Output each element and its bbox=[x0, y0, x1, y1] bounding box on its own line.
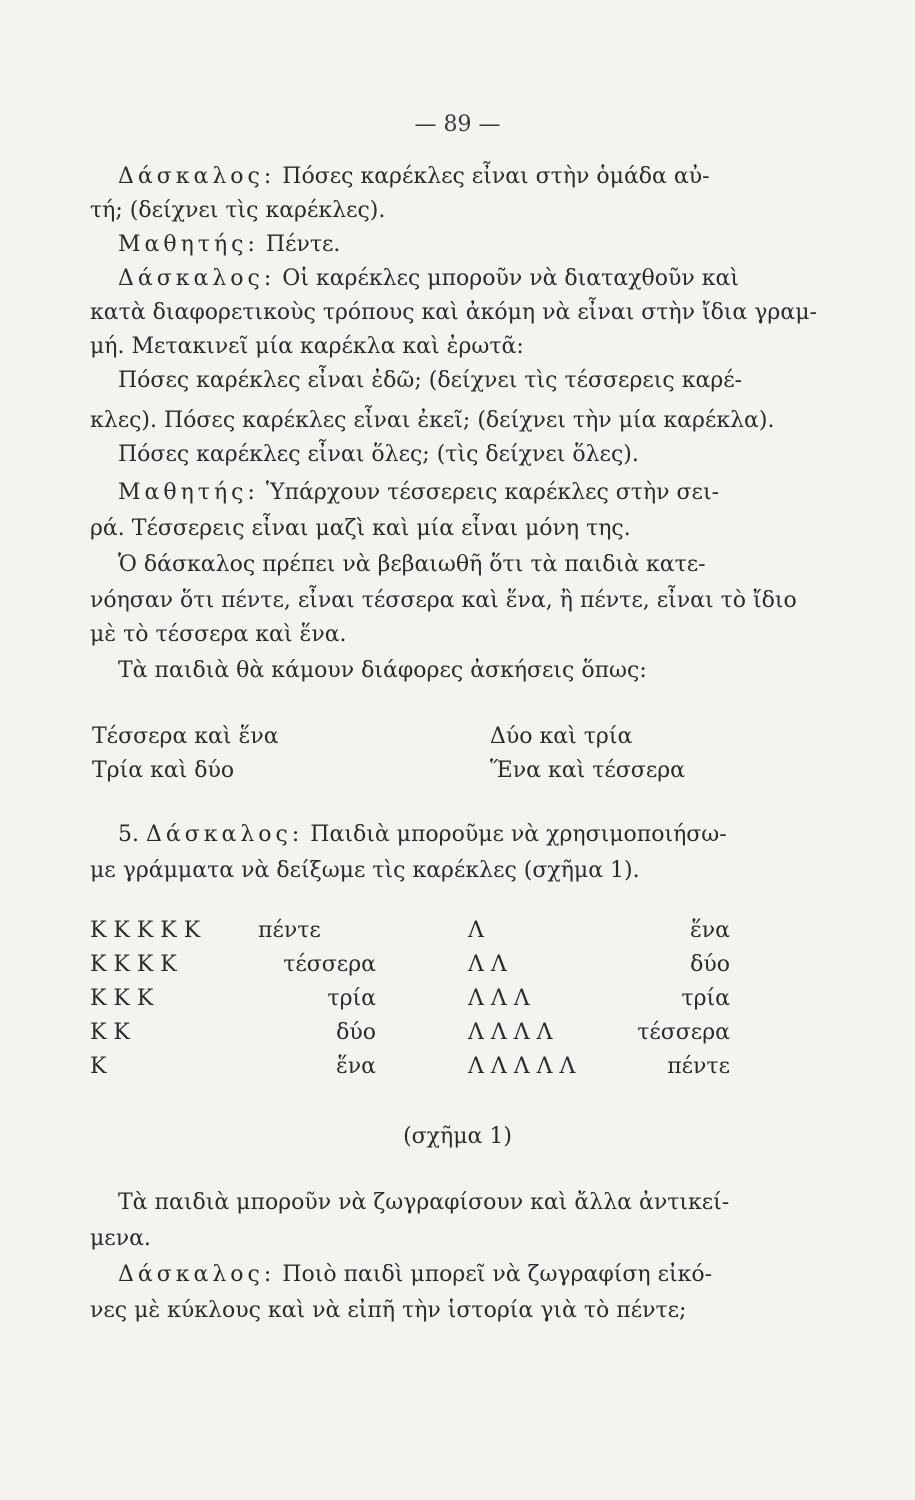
text-line: Μαθητής: Πέντε. bbox=[118, 232, 341, 257]
figure-l-letters: Λ Λ Λ Λ Λ Λ Λ Λ Λ Λ Λ Λ Λ Λ Λ bbox=[468, 918, 576, 1079]
text-line: ρά. Τέσσερεις εἶναι μαζὶ καὶ μία εἶναι μόνη της. bbox=[90, 516, 631, 541]
exercise-item: Ἕνα καὶ τέσσερα bbox=[490, 758, 686, 783]
text-line: Πόσες καρέκλες εἶναι ὅλες; (τὶς δείχνει ὅλες). bbox=[118, 442, 639, 467]
text-line: Δάσκαλος: Ποιὸ παιδὶ μπορεῖ νὰ ζωγραφίση εἰκό- bbox=[118, 1262, 713, 1287]
exercise-item: Τέσσερα καὶ ἕνα bbox=[92, 724, 279, 749]
text-line: κλες). Πόσες καρέκλες εἶναι ἐκεῖ; (δείχνει τὴν μία καρέκλα). bbox=[90, 408, 775, 433]
figure-k-letters: Κ Κ Κ Κ Κ Κ Κ Κ Κ Κ Κ Κ Κ Κ Κ bbox=[90, 918, 201, 1079]
text-line: Πόσες καρέκλες εἶναι ἐδῶ; (δείχνει τὶς τέσσερεις καρέ- bbox=[118, 368, 743, 393]
figure-l-words: ἕνα δύο τρία τέσσερα πέντε bbox=[637, 918, 730, 1079]
text-line: Τὰ παιδιὰ μποροῦν νὰ ζωγραφίσουν καὶ ἄλλα ἀντικεί- bbox=[118, 1190, 730, 1215]
exercise-item: Τρία καὶ δύο bbox=[92, 758, 235, 783]
text-line: μὲ τὸ τέσσερα καὶ ἕνα. bbox=[90, 622, 347, 647]
text-line: Μαθητής: Ὑπάρχουν τέσσερεις καρέκλες στὴν σει- bbox=[118, 480, 720, 505]
text-line: Ὁ δάσκαλος πρέπει νὰ βεβαιωθῆ ὅτι τὰ παιδιὰ κατε- bbox=[118, 552, 706, 577]
item-5-line: με γράμματα νὰ δείξωμε τὶς καρέκλες (σχῆμα 1). bbox=[90, 858, 640, 883]
exercise-list-right bbox=[490, 720, 685, 788]
text-line: μή. Μετακινεῖ μία καρέκλα καὶ ἐρωτᾶ: bbox=[90, 334, 524, 359]
text-line: τή; (δείχνει τὶς καρέκλες). bbox=[90, 198, 386, 223]
item-5-line: 5. Δάσκαλος: Παιδιὰ μποροῦμε νὰ χρησιμοποιήσω- bbox=[118, 822, 727, 847]
figure-caption: (σχῆμα 1) bbox=[403, 1124, 512, 1149]
text-line: κατὰ διαφορετικοὺς τρόπους καὶ ἀκόμη νὰ εἶναι στὴν ἴδια γραμ- bbox=[90, 300, 817, 325]
text-line: νες μὲ κύκλους καὶ νὰ εἰπῆ τὴν ἱστορία γιὰ τὸ πέντε; bbox=[90, 1298, 687, 1323]
page-number: — 89 — bbox=[414, 112, 501, 137]
text-line: Δάσκαλος: Πόσες καρέκλες εἶναι στὴν ὁμάδα αὐ- bbox=[118, 164, 710, 189]
text-line: Τὰ παιδιὰ θὰ κάμουν διάφορες ἀσκήσεις ὅπως: bbox=[118, 658, 647, 683]
exercise-list-left bbox=[92, 720, 279, 788]
figure-k-words: πέντε τέσσερα τρία δύο ἕνα bbox=[258, 918, 376, 1079]
text-line: μενα. bbox=[90, 1226, 151, 1251]
exercise-item: Δύο καὶ τρία bbox=[490, 724, 633, 749]
text-line: Δάσκαλος: Οἱ καρέκλες μποροῦν νὰ διαταχθοῦν καὶ bbox=[118, 266, 739, 291]
text-line: νόησαν ὅτι πέντε, εἶναι τέσσερα καὶ ἕνα, ἢ πέντε, εἶναι τὸ ἴδιο bbox=[90, 588, 797, 613]
